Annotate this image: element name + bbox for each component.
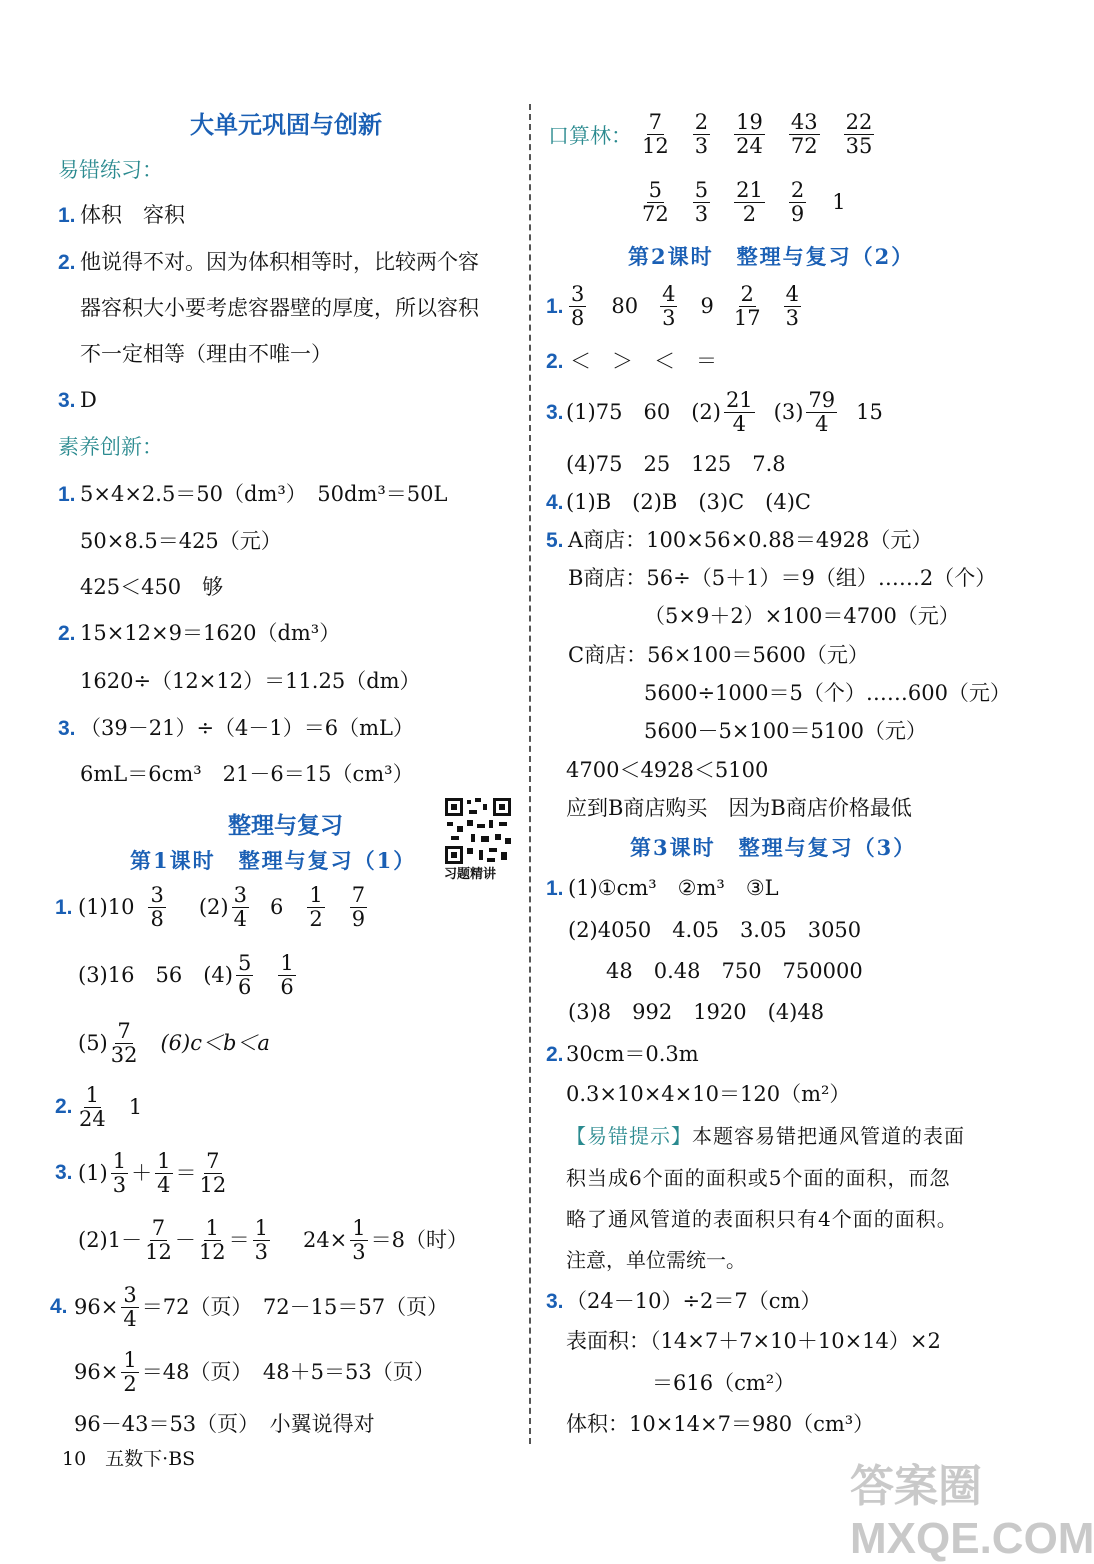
equals-sign: ＝ <box>175 1160 197 1185</box>
r5-line-b: B商店：56÷（5＋1）＝9（组）……2（个） <box>568 566 997 590</box>
c2-line-b: 1620÷（12×12）＝11.25（dm） <box>80 669 421 693</box>
r3a-mid: (3) <box>773 399 804 424</box>
qr-caption: 习题精讲 <box>444 867 497 882</box>
item-num: 3. <box>58 389 76 412</box>
s2-line-a: 30cm＝0.3m <box>566 1042 699 1066</box>
tip-line-a <box>566 1126 965 1146</box>
item-num: 1. <box>546 295 564 318</box>
r5-line-a: A商店：100×56×0.88＝4928（元） <box>568 528 933 552</box>
creative-label: 素养创新： <box>58 435 163 459</box>
minus-sign: － <box>174 1227 196 1252</box>
fraction: $\frac{1}{3}$ <box>352 1216 366 1264</box>
q1a-pre: (1)10 <box>78 894 135 919</box>
fraction: $\frac{1}{3}$ <box>254 1216 268 1264</box>
q1c-pre: (5) <box>78 1030 108 1055</box>
item-num: 3. <box>546 1290 564 1313</box>
q4b-pre: 96× <box>74 1359 119 1384</box>
fraction: $\frac{4}{3}$ <box>785 282 799 330</box>
fraction: $\frac{1}{12}$ <box>198 1216 226 1264</box>
fraction: $\frac{79}{4}$ <box>808 388 836 436</box>
q1a-six: 6 <box>269 894 284 919</box>
q1c-post: (6)c＜b＜a <box>160 1030 270 1055</box>
q4b-post: ＝48（页） 48＋5＝53（页） <box>141 1359 435 1384</box>
item-num: 3. <box>546 401 564 424</box>
r1-b: 9 <box>700 293 714 318</box>
item-num: 4. <box>546 491 564 514</box>
fraction: $\frac{7}{12}$ <box>199 1149 227 1197</box>
s3-line-b: 表面积：（14×7＋7×10＋10×14）×2 <box>566 1329 941 1353</box>
item-num: 2. <box>546 1043 564 1066</box>
fraction: $\frac{5}{3}$ <box>694 178 709 226</box>
q3b-post: ＝8（时） <box>370 1227 469 1252</box>
c2-line-a: 15×12×9＝1620（dm³） <box>80 621 341 645</box>
fraction: $\frac{4}{3}$ <box>662 282 676 330</box>
oral-row2-last: 1 <box>832 189 846 214</box>
q4-row-a <box>74 1282 448 1332</box>
q1-row-a <box>78 882 370 932</box>
item-num: 4. <box>50 1295 68 1318</box>
easy-practice-label: 易错练习： <box>58 158 163 182</box>
fraction: $\frac{3}{4}$ <box>123 1283 137 1331</box>
s1-line-a: (1)①cm³ ②m³ ③L <box>568 876 779 900</box>
c1-line-c: 425＜450 够 <box>80 575 224 599</box>
fraction: $\frac{7}{9}$ <box>351 883 366 931</box>
fraction: $\frac{2}{17}$ <box>733 282 761 330</box>
s3-line-a: （24－10）÷2＝7（cm） <box>566 1289 822 1313</box>
watermark <box>850 1450 1094 1564</box>
item-num: 2. <box>55 1095 73 1118</box>
fraction: $\frac{3}{8}$ <box>150 883 164 931</box>
s1-line-d: (3)8 992 1920 (4)48 <box>568 1000 825 1024</box>
fraction: $\frac{3}{4}$ <box>233 883 247 931</box>
item-num: 2. <box>58 622 76 645</box>
r3a-post: 15 <box>856 399 883 424</box>
c3-line-a: （39－21）÷（4－1）＝6（mL） <box>80 716 414 740</box>
q3b-pre: (2)1－ <box>78 1227 143 1252</box>
fraction: $\frac{1}{24}$ <box>79 1083 106 1131</box>
tip-line-b: 积当成6个面的面积或5个面的面积，而忽 <box>566 1166 951 1190</box>
r3a-pre: (1)75 60 (2) <box>566 399 721 424</box>
r3-row-a <box>566 386 883 438</box>
fraction: $\frac{1}{2}$ <box>123 1348 137 1396</box>
q2-post: 1 <box>128 1094 143 1119</box>
q4a-pre: 96× <box>74 1294 119 1319</box>
e2-line-c: 不一定相等（理由不唯一） <box>80 342 332 366</box>
tip-line-d: 注意，单位需统一。 <box>566 1248 746 1272</box>
fraction: $\frac{5}{72}$ <box>642 178 669 226</box>
r1-a: 80 <box>611 293 639 318</box>
r5-line-d: C商店：56×100＝5600（元） <box>568 643 869 667</box>
q3a-pre: (1) <box>78 1160 108 1185</box>
qr-code[interactable] <box>443 796 513 866</box>
q3-row-a <box>78 1148 229 1198</box>
r5-line-g: 4700＜4928＜5100 <box>566 758 769 782</box>
tip-line-c: 略了通风管道的表面积只有4个面的面积。 <box>566 1207 958 1231</box>
q1-row-c <box>78 1018 270 1068</box>
item-num: 1. <box>58 483 76 506</box>
tip-text-a: 本题容易错把通风管道的表面 <box>692 1124 965 1148</box>
q2-row <box>76 1082 142 1132</box>
item-num: 1. <box>58 204 76 227</box>
s1-line-b: (2)4050 4.05 3.05 3050 <box>568 918 862 942</box>
fraction: $\frac{21}{4}$ <box>725 388 753 436</box>
fraction: $\frac{2}{9}$ <box>790 178 805 226</box>
q3b-mid: 24× <box>302 1227 348 1252</box>
r2-answer: ＜ ＞ ＜ ＝ <box>570 349 717 373</box>
q1-row-b <box>78 950 299 1000</box>
unit-title: 大单元巩固与创新 <box>190 110 382 139</box>
item-num: 1. <box>55 896 73 919</box>
fraction: $\frac{5}{6}$ <box>237 951 252 999</box>
s3-line-c: ＝616（cm²） <box>652 1371 796 1395</box>
r5-line-f: 5600－5×100＝5100（元） <box>644 719 927 743</box>
oral-row-1 <box>630 108 886 160</box>
review-title: 整理与复习 <box>228 812 343 839</box>
item-num: 1. <box>546 877 564 900</box>
s3-line-d: 体积：10×14×7＝980（cm³） <box>566 1412 875 1436</box>
fraction: $\frac{3}{8}$ <box>571 282 585 330</box>
fraction: $\frac{43}{72}$ <box>790 110 818 158</box>
fraction: $\frac{22}{35}$ <box>845 110 873 158</box>
r5-line-e: 5600÷1000＝5（个）……600（元） <box>644 681 1011 705</box>
lesson3-title: 第3课时 整理与复习（3） <box>630 835 917 860</box>
c1-line-a: 5×4×2.5＝50（dm³） 50dm³＝50L <box>80 482 448 506</box>
e2-line-a: 他说得不对。因为体积相等时，比较两个容 <box>80 250 479 274</box>
q1b-pre: (3)16 56 (4) <box>78 962 233 987</box>
oral-row-2 <box>630 176 846 228</box>
r4-answer: (1)B (2)B (3)C (4)C <box>566 490 811 514</box>
item-num: 3. <box>55 1161 73 1184</box>
oral-label: 口算林： <box>548 124 632 148</box>
watermark-text: 答案圈 MXQE.COM <box>850 1462 1094 1563</box>
item-num: 3. <box>58 717 76 740</box>
item-num: 2. <box>58 251 76 274</box>
page-footer: 10 五数下·BS <box>62 1448 196 1470</box>
fraction: $\frac{1}{3}$ <box>112 1149 127 1197</box>
fraction: $\frac{21}{2}$ <box>736 178 763 226</box>
q4-row-b <box>74 1347 435 1397</box>
item-num: 2. <box>546 350 564 373</box>
fraction: $\frac{19}{24}$ <box>736 110 763 158</box>
r1-row <box>566 280 804 332</box>
c1-line-b: 50×8.5＝425（元） <box>80 529 282 553</box>
fraction: $\frac{1}{4}$ <box>157 1149 171 1197</box>
q1a-p2: (2) <box>198 894 229 919</box>
fraction: $\frac{7}{12}$ <box>145 1216 172 1264</box>
q4a-post: ＝72（页） 72－15＝57（页） <box>141 1294 449 1319</box>
fraction: $\frac{2}{3}$ <box>694 110 709 158</box>
r5-line-c: （5×9＋2）×100＝4700（元） <box>644 604 960 628</box>
equals-sign: ＝ <box>228 1227 250 1252</box>
fraction: $\frac{1}{6}$ <box>280 951 294 999</box>
lesson2-title: 第2课时 整理与复习（2） <box>628 244 915 269</box>
s2-line-b: 0.3×10×4×10＝120（m²） <box>566 1082 851 1106</box>
lesson1-title: 第1课时 整理与复习（1） <box>130 848 417 873</box>
plus-sign: ＋ <box>131 1160 153 1185</box>
e3-answer: D <box>80 388 97 412</box>
e2-line-b: 器容积大小要考虑容器壁的厚度，所以容积 <box>80 296 479 320</box>
r5-line-h: 应到B商店购买 因为B商店价格最低 <box>566 796 912 820</box>
s1-line-c: 48 0.48 750 750000 <box>606 959 863 983</box>
q4-row-c: 96－43＝53（页） 小翼说得对 <box>74 1412 375 1436</box>
fraction: $\frac{1}{2}$ <box>309 883 323 931</box>
e1-answer: 体积 容积 <box>80 203 185 227</box>
fraction: $\frac{7}{32}$ <box>110 1019 138 1067</box>
r3-row-b: (4)75 25 125 7.8 <box>566 452 786 476</box>
tip-label: 【易错提示】 <box>566 1124 692 1148</box>
fraction: $\frac{7}{12}$ <box>642 110 669 158</box>
column-divider <box>529 104 531 1444</box>
item-num: 5. <box>546 529 564 552</box>
c3-line-b: 6mL＝6cm³ 21－6＝15（cm³） <box>80 762 414 786</box>
q3-row-b <box>78 1215 468 1265</box>
